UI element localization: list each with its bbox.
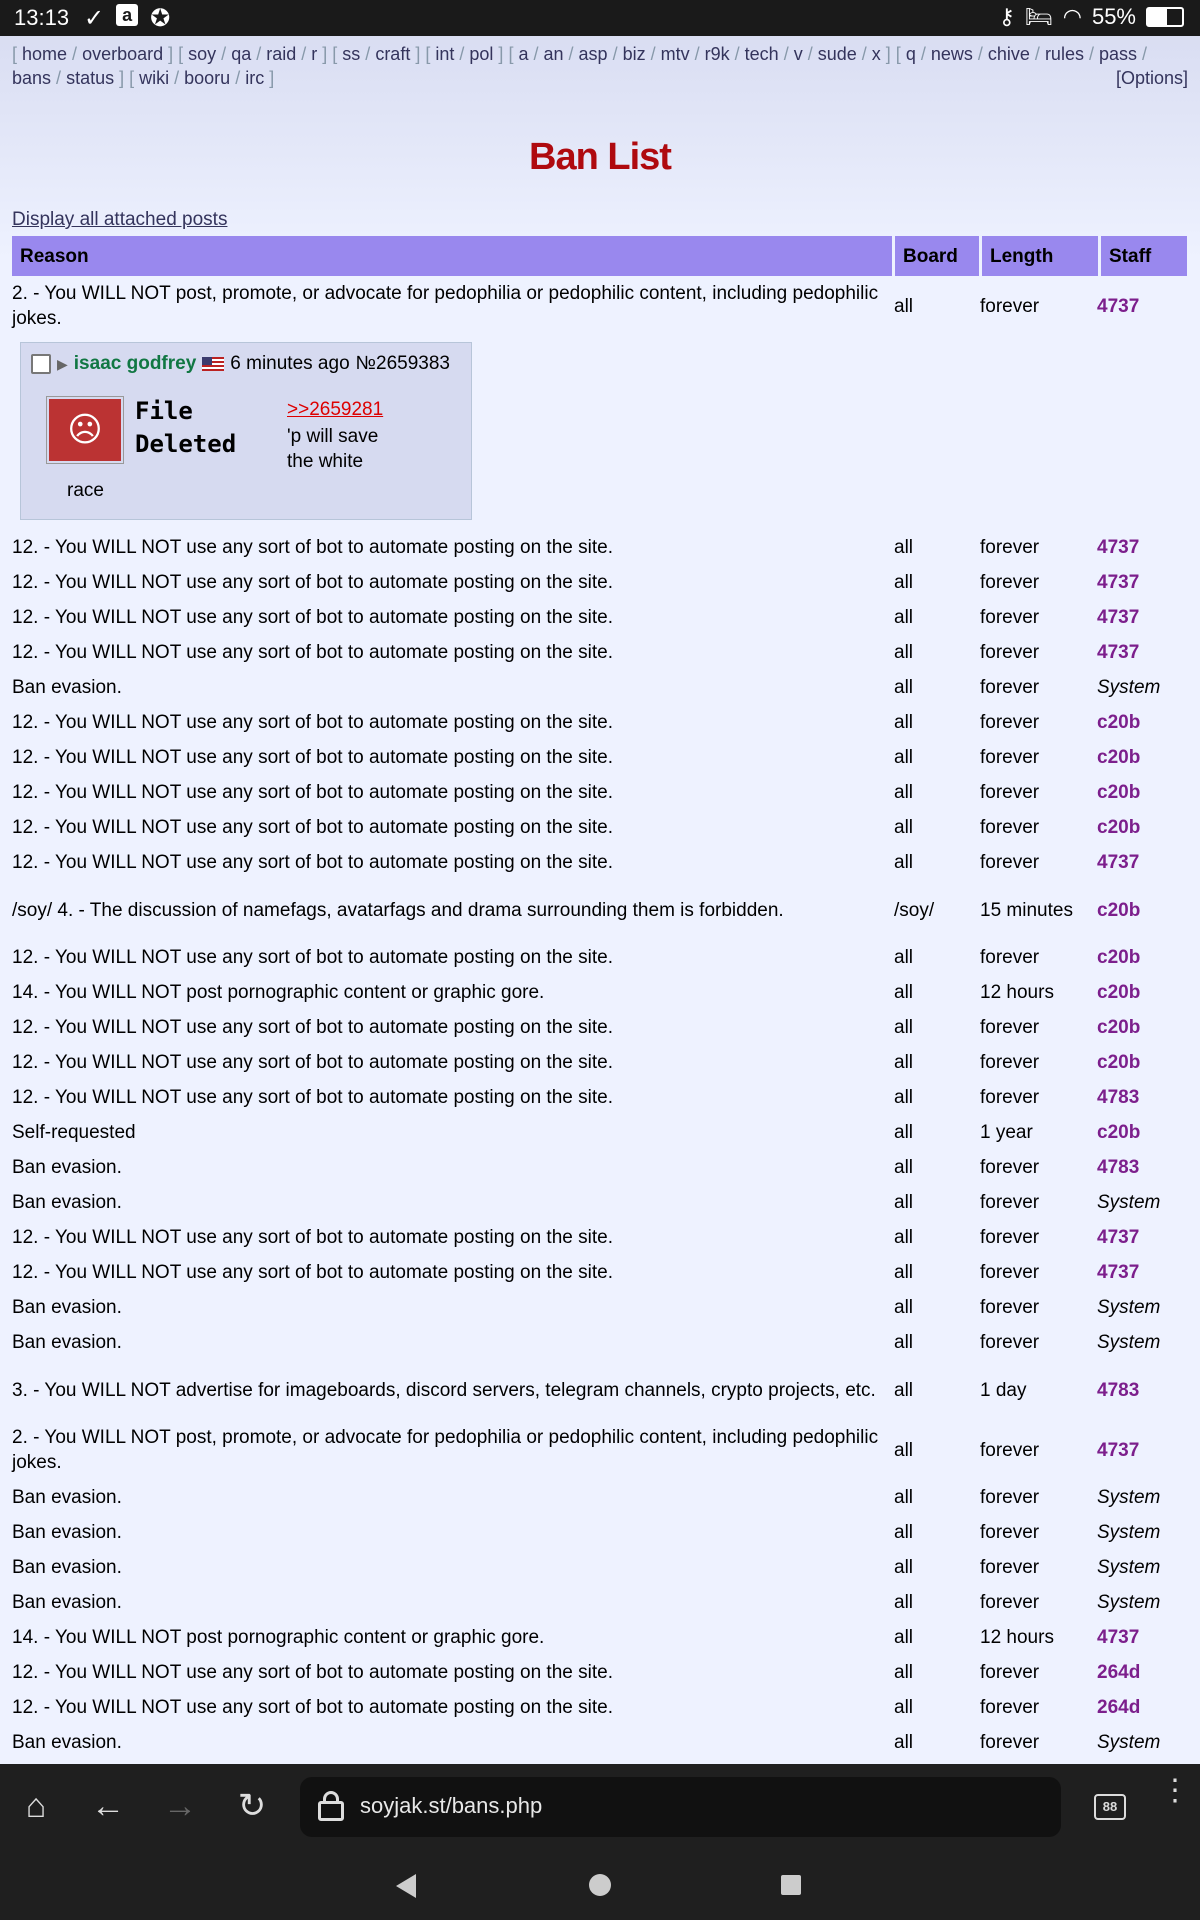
ban-length: forever: [980, 1439, 1040, 1461]
ban-staff: System: [1097, 1557, 1161, 1578]
ban-board: all: [894, 1157, 914, 1178]
table-row: [12, 530, 1188, 565]
separator: /: [216, 44, 232, 64]
ban-staff[interactable]: 4783: [1097, 1379, 1140, 1401]
ban-staff: System: [1097, 1192, 1161, 1213]
board-link-chive[interactable]: chive: [987, 44, 1030, 64]
ban-length: forever: [980, 1732, 1040, 1753]
board-link-craft[interactable]: craft: [375, 44, 411, 64]
bracket: ]: [410, 44, 421, 64]
board-link-qa[interactable]: qa: [231, 44, 252, 64]
table-row: [12, 1185, 1188, 1220]
ban-staff[interactable]: c20b: [1097, 747, 1141, 768]
ban-staff[interactable]: 4737: [1097, 1262, 1140, 1283]
ban-reason: 2. - You WILL NOT post, promote, or advocate for pedophilia or pedophilic content, including pedophilic jokes.: [12, 283, 879, 329]
ban-staff[interactable]: 4737: [1097, 1439, 1140, 1461]
ban-staff[interactable]: c20b: [1097, 899, 1141, 921]
ban-staff[interactable]: c20b: [1097, 712, 1141, 733]
table-row: [12, 1255, 1188, 1290]
ban-staff[interactable]: 264d: [1097, 1697, 1141, 1718]
ban-reason: 12. - You WILL NOT use any sort of bot to automate posting on the site.: [12, 572, 613, 593]
board-link-booru[interactable]: booru: [184, 68, 231, 88]
ban-reason: 12. - You WILL NOT use any sort of bot to automate posting on the site.: [12, 852, 613, 873]
attached-post: [20, 342, 472, 520]
separator: /: [251, 44, 267, 64]
ban-length: forever: [980, 1662, 1040, 1683]
ban-board: all: [894, 1592, 914, 1613]
ban-reason: Ban evasion.: [12, 1557, 122, 1578]
bracket: [: [173, 44, 189, 64]
ban-board: all: [894, 537, 914, 558]
board-link-asp[interactable]: asp: [578, 44, 608, 64]
ban-board: all: [894, 1697, 914, 1718]
ban-length: forever: [980, 607, 1040, 628]
ban-reason: Ban evasion.: [12, 1487, 122, 1508]
separator: /: [802, 44, 818, 64]
ban-board: all: [894, 1732, 914, 1753]
system-home-icon[interactable]: [589, 1874, 611, 1896]
bracket: ]: [317, 44, 328, 64]
system-navigation: [0, 1850, 1200, 1920]
system-back-icon[interactable]: [396, 1874, 416, 1898]
back-icon[interactable]: ←: [91, 1787, 125, 1825]
ban-reason: 12. - You WILL NOT use any sort of bot to automate posting on the site.: [12, 1052, 613, 1073]
board-link-r9k[interactable]: r9k: [704, 44, 730, 64]
board-link-q[interactable]: q: [905, 44, 916, 64]
separator: /: [51, 68, 67, 88]
ban-reason: Self-requested: [12, 1122, 136, 1143]
ban-length: forever: [980, 1522, 1040, 1543]
ban-staff: System: [1097, 1332, 1161, 1353]
ban-staff: System: [1097, 677, 1161, 698]
expand-arrow-icon[interactable]: ▶: [57, 355, 68, 372]
ban-board: all: [894, 782, 914, 803]
address-bar[interactable]: [300, 1777, 1061, 1837]
ban-staff[interactable]: c20b: [1097, 817, 1141, 838]
bracket: ]: [493, 44, 504, 64]
table-row: [12, 1010, 1188, 1045]
ban-staff: System: [1097, 1732, 1161, 1753]
board-link-a[interactable]: a: [518, 44, 529, 64]
ban-length: forever: [980, 852, 1040, 873]
table-row: [12, 600, 1188, 635]
separator: /: [1083, 44, 1099, 64]
table-row: [12, 845, 1188, 880]
board-list: [12, 42, 1188, 90]
ban-board: all: [894, 677, 914, 698]
board-link-pass[interactable]: pass: [1098, 44, 1137, 64]
bracket: [: [12, 44, 23, 64]
bracket: [: [327, 44, 343, 64]
ban-staff[interactable]: 4783: [1097, 1087, 1140, 1108]
ban-reason: 2. - You WILL NOT post, promote, or advocate for pedophilia or pedophilic content, including pedophilic jokes.: [12, 1427, 879, 1473]
ban-reason: Ban evasion.: [12, 1732, 122, 1753]
table-row: [12, 1325, 1188, 1360]
separator: /: [296, 44, 312, 64]
ban-length: forever: [980, 295, 1040, 317]
separator: /: [689, 44, 705, 64]
ban-board: all: [894, 1627, 914, 1648]
ban-staff: System: [1097, 1592, 1161, 1613]
column-length: Length: [982, 236, 1098, 276]
page-title: Ban List: [529, 136, 671, 178]
table-row: [12, 1725, 1188, 1760]
ban-board: all: [894, 607, 914, 628]
table-row: [12, 1290, 1188, 1325]
separator: /: [360, 44, 376, 64]
ban-length: forever: [980, 537, 1040, 558]
bracket: [: [890, 44, 906, 64]
ban-reason: 12. - You WILL NOT use any sort of bot to automate posting on the site.: [12, 747, 613, 768]
ban-reason: 12. - You WILL NOT use any sort of bot to automate posting on the site.: [12, 1017, 613, 1038]
ban-length: forever: [980, 947, 1040, 968]
ban-reason: 12. - You WILL NOT use any sort of bot to automate posting on the site.: [12, 712, 613, 733]
ban-length: forever: [980, 1487, 1040, 1508]
lock-icon: [318, 1801, 344, 1821]
ban-board: all: [894, 852, 914, 873]
ban-length: forever: [980, 1087, 1040, 1108]
ban-board: all: [894, 1332, 914, 1353]
table-row: [12, 1480, 1188, 1515]
ban-reason: /soy/ 4. - The discussion of namefags, avatarfags and drama surrounding them is forbidden.: [12, 899, 784, 921]
ban-staff[interactable]: 4737: [1097, 537, 1140, 558]
separator: /: [915, 44, 931, 64]
board-link-soy[interactable]: soy: [188, 44, 217, 64]
ban-rows: [12, 530, 1188, 1760]
table-row: [12, 1550, 1188, 1585]
ban-board: all: [894, 1379, 914, 1401]
ban-length: forever: [980, 817, 1040, 838]
separator: /: [856, 44, 872, 64]
table-row: [12, 1115, 1188, 1150]
home-icon[interactable]: ⌂: [25, 1787, 47, 1825]
board-link-bans[interactable]: bans: [12, 68, 52, 88]
table-row: [12, 276, 1188, 336]
url-text[interactable]: soyjak.st/bans.php: [360, 1793, 543, 1818]
table-row: [12, 775, 1188, 810]
ban-staff: System: [1097, 1297, 1161, 1318]
column-reason: Reason: [12, 236, 892, 276]
ban-length: 1 day: [980, 1379, 1027, 1401]
bracket: [: [420, 44, 436, 64]
column-staff: Staff: [1101, 236, 1187, 276]
ban-length: forever: [980, 1157, 1040, 1178]
ban-length: 12 hours: [980, 982, 1054, 1003]
ban-length: 15 minutes: [980, 899, 1073, 921]
board-link-home[interactable]: home: [22, 44, 68, 64]
bracket: ]: [114, 68, 125, 88]
ban-staff[interactable]: c20b: [1097, 1017, 1141, 1038]
board-link-overboard[interactable]: overboard: [82, 44, 164, 64]
ban-length: forever: [980, 1592, 1040, 1613]
ban-reason: 12. - You WILL NOT use any sort of bot to automate posting on the site.: [12, 947, 613, 968]
ban-reason: Ban evasion.: [12, 1592, 122, 1613]
ban-board: all: [894, 1052, 914, 1073]
separator: /: [1137, 44, 1148, 64]
table-row: [12, 1045, 1188, 1080]
ban-reason: 14. - You WILL NOT post pornographic content or graphic gore.: [12, 982, 545, 1003]
browser-toolbar: [0, 1764, 1200, 1850]
ban-reason: 12. - You WILL NOT use any sort of bot to automate posting on the site.: [12, 1662, 613, 1683]
file-deleted-line2: Deleted: [135, 430, 237, 458]
ban-staff: System: [1097, 1487, 1161, 1508]
ban-length: forever: [980, 782, 1040, 803]
ban-staff[interactable]: 4737: [1097, 295, 1140, 317]
table-row: [12, 1220, 1188, 1255]
table-row: [12, 1515, 1188, 1550]
ban-board: all: [894, 1192, 914, 1213]
ban-staff[interactable]: 4737: [1097, 607, 1140, 628]
bracket: ]: [163, 44, 174, 64]
ban-board: all: [894, 1439, 914, 1461]
board-link-irc[interactable]: irc: [245, 68, 265, 88]
separator: /: [729, 44, 745, 64]
reload-icon[interactable]: ↻: [237, 1787, 267, 1825]
bracket: [: [503, 44, 519, 64]
file-deleted-label: [135, 395, 236, 461]
bracket: ]: [264, 68, 275, 88]
ban-table: [12, 236, 1188, 1760]
ban-reason: Ban evasion.: [12, 1192, 122, 1213]
ban-length: forever: [980, 642, 1040, 663]
ban-length: forever: [980, 677, 1040, 698]
table-row: [12, 635, 1188, 670]
table-row: [12, 975, 1188, 1010]
ban-staff[interactable]: c20b: [1097, 1052, 1141, 1073]
menu-icon[interactable]: ⋮: [1160, 1774, 1190, 1807]
ban-length: forever: [980, 747, 1040, 768]
bed-icon: 🛏: [1024, 4, 1053, 29]
ban-board: all: [894, 1557, 914, 1578]
board-link-int[interactable]: int: [435, 44, 455, 64]
ban-reason: 12. - You WILL NOT use any sort of bot to automate posting on the site.: [12, 642, 613, 663]
ban-board: all: [894, 1087, 914, 1108]
amazon-icon: a: [116, 4, 138, 26]
forward-icon[interactable]: →: [163, 1787, 197, 1825]
ban-length: forever: [980, 1557, 1040, 1578]
ban-length: 1 year: [980, 1122, 1033, 1143]
separator: /: [1029, 44, 1045, 64]
ban-board: all: [894, 1662, 914, 1683]
ban-board: all: [894, 947, 914, 968]
board-link-pol[interactable]: pol: [469, 44, 494, 64]
status-bar: [0, 0, 1200, 36]
ban-reason: 12. - You WILL NOT use any sort of bot to automate posting on the site.: [12, 1087, 613, 1108]
ban-board: /soy/: [894, 899, 935, 921]
separator: /: [230, 68, 246, 88]
table-row: [12, 1080, 1188, 1115]
board-link-r[interactable]: r: [311, 44, 318, 64]
ban-reason: 12. - You WILL NOT use any sort of bot to automate posting on the site.: [12, 1697, 613, 1718]
ban-length: forever: [980, 1262, 1040, 1283]
ban-board: all: [894, 1262, 914, 1283]
us-flag-icon: [202, 357, 224, 371]
ban-staff[interactable]: 4737: [1097, 642, 1140, 663]
ban-board: all: [894, 1122, 914, 1143]
ban-length: forever: [980, 1332, 1040, 1353]
separator: /: [607, 44, 623, 64]
ban-reason: Ban evasion.: [12, 1297, 122, 1318]
ban-length: forever: [980, 1227, 1040, 1248]
ban-reason: 3. - You WILL NOT advertise for imageboards, discord servers, telegram channels, crypto projects, etc.: [12, 1379, 876, 1401]
ban-length: forever: [980, 712, 1040, 733]
board-link-mtv[interactable]: mtv: [660, 44, 690, 64]
post-checkbox[interactable]: [31, 354, 51, 374]
battery-icon: [1146, 7, 1184, 27]
ban-staff[interactable]: c20b: [1097, 982, 1141, 1003]
table-row: [12, 1150, 1188, 1185]
separator: /: [645, 44, 661, 64]
board-link-ss[interactable]: ss: [342, 44, 361, 64]
table-row: [12, 1690, 1188, 1725]
deleted-file-thumbnail[interactable]: ☹: [47, 397, 123, 463]
board-link-an[interactable]: an: [543, 44, 564, 64]
ban-reason: Ban evasion.: [12, 677, 122, 698]
board-link-rules[interactable]: rules: [1044, 44, 1084, 64]
table-row: [12, 670, 1188, 705]
post-time: 6 minutes ago: [230, 353, 350, 374]
tabs-icon[interactable]: 88: [1094, 1794, 1126, 1820]
ban-reason: 12. - You WILL NOT use any sort of bot to automate posting on the site.: [12, 537, 613, 558]
ban-reason: 14. - You WILL NOT post pornographic content or graphic gore.: [12, 1627, 545, 1648]
board-link-raid[interactable]: raid: [266, 44, 297, 64]
post-number[interactable]: №2659383: [355, 353, 450, 374]
ban-reason: Ban evasion.: [12, 1157, 122, 1178]
table-row: [12, 880, 1188, 940]
options-link[interactable]: [Options]: [1115, 68, 1188, 88]
ban-reason: 12. - You WILL NOT use any sort of bot to automate posting on the site.: [12, 1227, 613, 1248]
ban-board: all: [894, 642, 914, 663]
ban-staff[interactable]: 264d: [1097, 1662, 1141, 1683]
table-row: [12, 705, 1188, 740]
ban-reason: 12. - You WILL NOT use any sort of bot to automate posting on the site.: [12, 1262, 613, 1283]
key-icon: ⚷: [998, 4, 1015, 29]
ban-board: all: [894, 1522, 914, 1543]
ban-reason: 12. - You WILL NOT use any sort of bot to automate posting on the site.: [12, 607, 613, 628]
table-row: [12, 1420, 1188, 1480]
table-row: [12, 1360, 1188, 1420]
table-row: [12, 1620, 1188, 1655]
ban-board: all: [894, 1297, 914, 1318]
board-link-x[interactable]: x: [871, 44, 881, 64]
post-body: 'p will save the white: [287, 426, 379, 472]
board-link-status[interactable]: status: [66, 68, 115, 88]
ban-length: forever: [980, 1697, 1040, 1718]
table-row: [12, 1585, 1188, 1620]
ban-board: all: [894, 982, 914, 1003]
ban-length: forever: [980, 1297, 1040, 1318]
table-row: [12, 810, 1188, 845]
bracket: ]: [880, 44, 891, 64]
quote-link[interactable]: >>2659281: [287, 399, 384, 420]
separator: /: [169, 68, 185, 88]
file-deleted-line1: File: [135, 397, 193, 425]
separator: /: [528, 44, 544, 64]
board-link-v[interactable]: v: [793, 44, 803, 64]
ban-length: forever: [980, 572, 1040, 593]
ban-staff[interactable]: 4737: [1097, 1627, 1140, 1648]
ban-board: all: [894, 817, 914, 838]
table-header: [12, 236, 1188, 276]
separator: /: [454, 44, 470, 64]
bolt-badge-icon: ✪: [150, 5, 171, 32]
board-link-wiki[interactable]: wiki: [139, 68, 170, 88]
ban-reason: Ban evasion.: [12, 1332, 122, 1353]
check-icon: ✓: [84, 5, 105, 32]
wifi-icon: ◠: [1062, 4, 1082, 29]
table-row: [12, 740, 1188, 775]
separator: /: [778, 44, 794, 64]
system-recents-icon[interactable]: [781, 1875, 801, 1895]
ban-staff[interactable]: 4783: [1097, 1157, 1140, 1178]
post-body-continued: race: [67, 480, 104, 501]
table-row: [12, 940, 1188, 975]
ban-staff[interactable]: 4737: [1097, 572, 1140, 593]
ban-length: forever: [980, 1052, 1040, 1073]
ban-board: all: [894, 712, 914, 733]
ban-board: all: [894, 1017, 914, 1038]
ban-length: forever: [980, 1192, 1040, 1213]
ban-staff[interactable]: 4737: [1097, 1227, 1140, 1248]
ban-length: forever: [980, 1017, 1040, 1038]
ban-staff[interactable]: 4737: [1097, 852, 1140, 873]
bracket: [: [124, 68, 140, 88]
table-row: [12, 1655, 1188, 1690]
board-link-tech[interactable]: tech: [744, 44, 779, 64]
board-link-news[interactable]: news: [930, 44, 973, 64]
battery-percent: 55%: [1091, 4, 1136, 29]
ban-board: all: [894, 572, 914, 593]
poster-name: isaac godfrey: [73, 353, 197, 374]
ban-staff: System: [1097, 1522, 1161, 1543]
board-link-sude[interactable]: sude: [817, 44, 857, 64]
ban-length: 12 hours: [980, 1627, 1054, 1648]
ban-reason: Ban evasion.: [12, 1522, 122, 1543]
ban-staff[interactable]: c20b: [1097, 1122, 1141, 1143]
status-time: 13:13: [14, 5, 70, 30]
separator: /: [563, 44, 579, 64]
separator: /: [972, 44, 988, 64]
column-board: Board: [895, 236, 979, 276]
ban-board: all: [894, 295, 914, 317]
separator: /: [67, 44, 83, 64]
ban-staff[interactable]: c20b: [1097, 947, 1141, 968]
ban-board: all: [894, 1227, 914, 1248]
ban-board: all: [894, 1487, 914, 1508]
ban-reason: 12. - You WILL NOT use any sort of bot to automate posting on the site.: [12, 782, 613, 803]
display-all-posts-link[interactable]: Display all attached posts: [12, 209, 228, 230]
board-link-biz[interactable]: biz: [622, 44, 646, 64]
ban-staff[interactable]: c20b: [1097, 782, 1141, 803]
ban-reason: 12. - You WILL NOT use any sort of bot to automate posting on the site.: [12, 817, 613, 838]
table-row: [12, 565, 1188, 600]
ban-board: all: [894, 747, 914, 768]
